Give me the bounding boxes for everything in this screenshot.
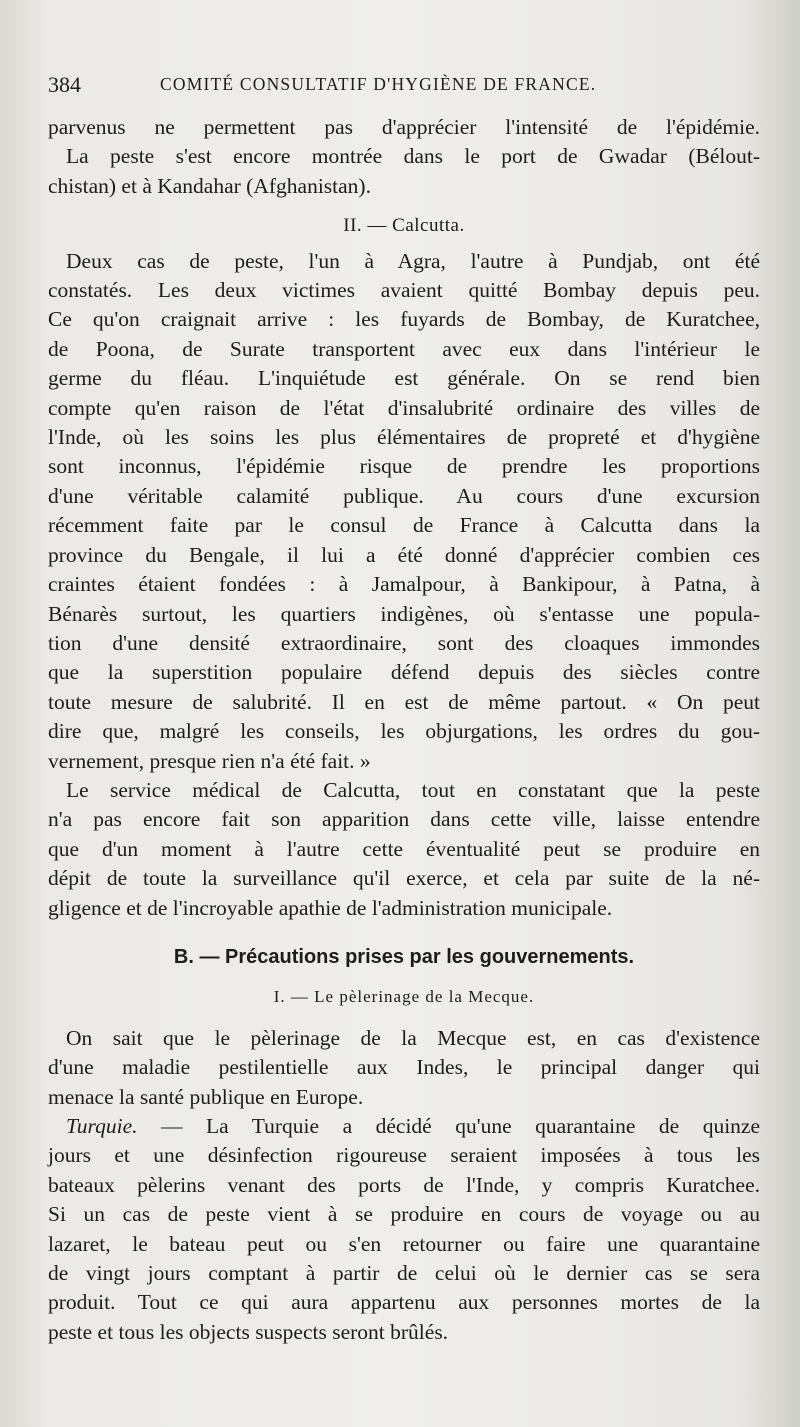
- text-line: bateaux pèlerins venant des ports de l'Inde, y compris Kuratchee.: [48, 1172, 760, 1197]
- text-line: d'une maladie pestilentielle aux Indes, le principal danger qui: [48, 1055, 760, 1080]
- text-line: jours et une désinfection rigoureuse seraient imposées à tous les: [48, 1143, 760, 1168]
- text-line: peste et tous les objects suspects seront brûlés.: [48, 1319, 449, 1344]
- text-line: compte qu'en raison de l'état d'insalubrité ordinaire des villes de: [48, 395, 760, 420]
- paragraph-mecque: [48, 1024, 760, 1112]
- page-header: [48, 72, 748, 102]
- text-line: Le service médical de Calcutta, tout en constatant que la peste: [66, 777, 760, 802]
- text-line: que la superstition populaire défend depuis des siècles contre: [48, 660, 760, 685]
- paragraph-calcutta: [48, 247, 760, 776]
- text-line: constatés. Les deux victimes avaient quitté Bombay depuis peu.: [48, 278, 760, 303]
- section-heading-precautions: B. — Précautions prises par les gouvernements.: [173, 945, 635, 968]
- text-line: menace la santé publique en Europe.: [48, 1084, 364, 1109]
- text-line: toute mesure de salubrité. Il en est de même partout. « On peut: [48, 689, 760, 714]
- text-line: Ce qu'on craignait arrive : les fuyards de Bombay, de Kuratchee,: [48, 307, 760, 332]
- text-line: vernement, presque rien n'a été fait. »: [48, 748, 371, 773]
- text-line: chistan) et à Kandahar (Afghanistan).: [48, 173, 371, 198]
- text-line: dépit de toute la surveillance qu'il exerce, et cela par suite de la né-: [48, 866, 760, 891]
- text-line: province du Bengale, il lui a été donné d'apprécier combien ces: [48, 542, 760, 567]
- paragraph-top: [48, 113, 760, 201]
- text-line: récemment faite par le consul de France à Calcutta dans la: [48, 513, 760, 538]
- text-line: d'une véritable calamité publique. Au cours d'une excursion: [48, 483, 760, 508]
- text-line: l'Inde, où les soins les plus élémentaires de propreté et d'hygiène: [48, 425, 760, 450]
- text-line: gligence et de l'incroyable apathie de l'administration municipale.: [48, 895, 613, 920]
- text-line: Si un cas de peste vient à se produire en cours de voyage ou au: [48, 1202, 760, 1227]
- section-heading-mecque: I. — Le pèlerinage de la Mecque.: [273, 987, 535, 1007]
- paragraph-service: [48, 776, 760, 923]
- text-line: dire que, malgré les conseils, les objurgations, les ordres du gou-: [48, 719, 760, 744]
- text-line: de vingt jours comptant à partir de celui où le dernier cas se sera: [48, 1261, 760, 1286]
- text-line: La peste s'est encore montrée dans le port de Gwadar (Bélout-: [66, 144, 760, 169]
- text-line: que d'un moment à l'autre cette éventualité peut se produire en: [48, 836, 760, 861]
- text-fragment: — La Turquie a décidé qu'une quarantaine de quinze: [137, 1114, 760, 1138]
- text-line: parvenus ne permettent pas d'apprécier l'intensité de l'épidémie.: [48, 115, 760, 139]
- text-line: tion d'une densité extraordinaire, sont des cloaques immondes: [48, 630, 760, 655]
- text-line: [48, 1112, 760, 1141]
- text-line: Bénarès surtout, les quartiers indigènes, où s'entasse une popula-: [48, 601, 760, 626]
- text-line: craintes étaient fondées : à Jamalpour, à Bankipour, à Patna, à: [48, 572, 760, 597]
- section-heading-calcutta: II. — Calcutta.: [343, 215, 465, 237]
- page-number: 384: [48, 72, 81, 97]
- text-line: produit. Tout ce qui aura appartenu aux personnes mortes de la: [48, 1290, 760, 1315]
- page-body: [48, 113, 760, 1347]
- text-line: germe du fléau. L'inquiétude est générale. On se rend bien: [48, 366, 760, 391]
- text-line: sont inconnus, l'épidémie risque de prendre les proportions: [48, 454, 760, 479]
- turquie-label: Turquie.: [66, 1114, 138, 1138]
- text-line: de Poona, de Surate transportent avec eux dans l'intérieur le: [48, 336, 760, 361]
- running-title: COMITÉ CONSULTATIF D'HYGIÈNE DE FRANCE.: [160, 74, 597, 94]
- text-line: n'a pas encore fait son apparition dans cette ville, laisse entendre: [48, 807, 760, 832]
- paragraph-turquie: [48, 1112, 760, 1347]
- text-line: lazaret, le bateau peut ou s'en retourner ou faire une quarantaine: [48, 1231, 760, 1256]
- text-line: On sait que le pèlerinage de la Mecque est, en cas d'existence: [66, 1025, 760, 1050]
- text-line: Deux cas de peste, l'un à Agra, l'autre à Pundjab, ont été: [66, 248, 760, 273]
